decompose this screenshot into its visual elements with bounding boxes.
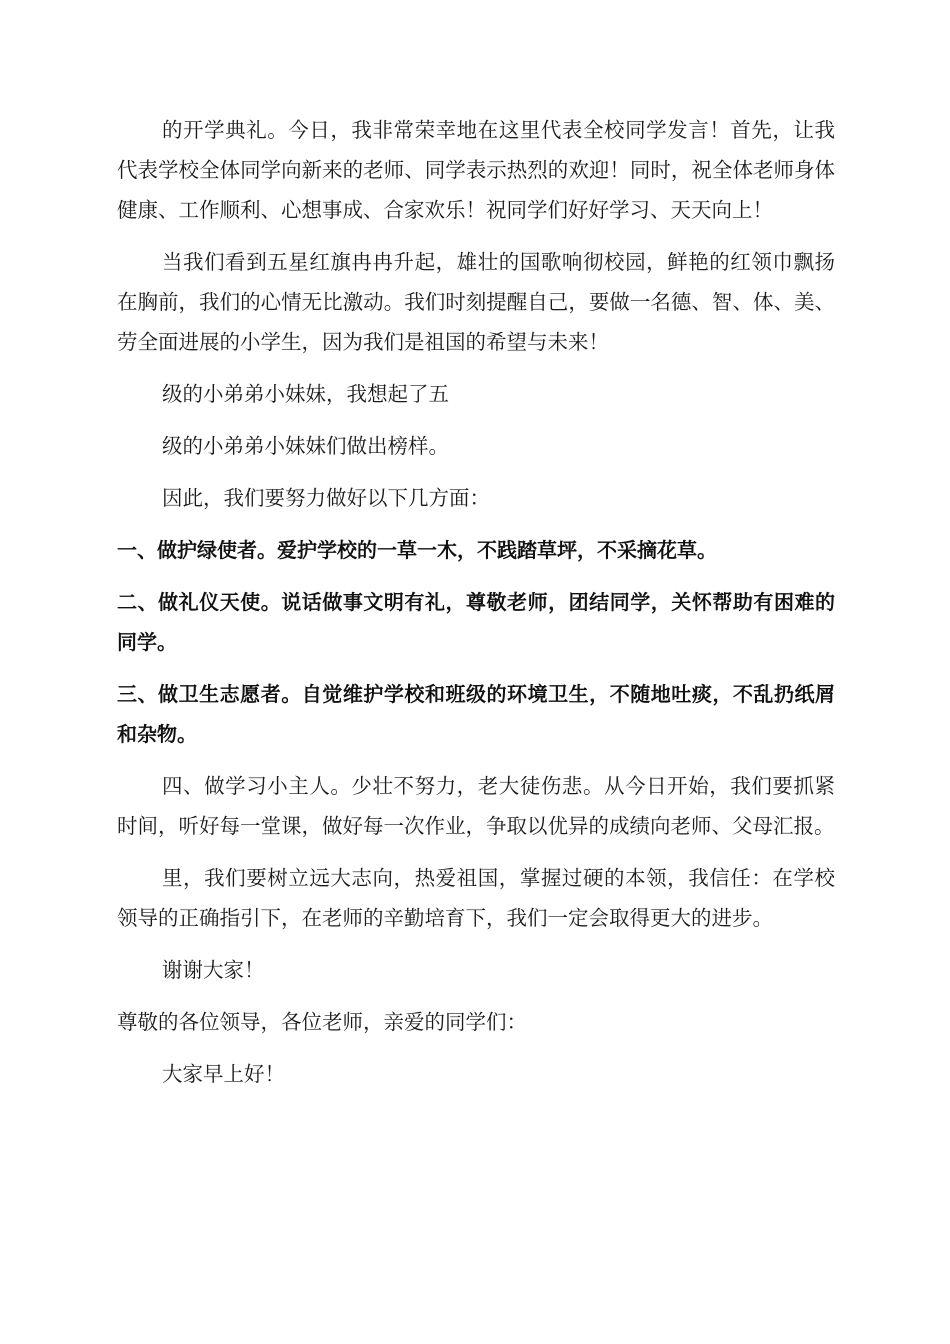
paragraph-point-two: 二、做礼仪天使。说话做事文明有礼，尊敬老师，团结同学，关怀帮助有困难的同学。 xyxy=(117,590,835,654)
paragraph-younger-students-2: 级的小弟弟小妹妹们做出榜样。 xyxy=(162,434,449,458)
paragraph-point-three: 三、做卫生志愿者。自觉维护学校和班级的环境卫生，不随地吐痰，不乱扔纸屑和杂物。 xyxy=(117,682,835,746)
paragraph-aspiration: 里，我们要树立远大志向，热爱祖国，掌握过硬的本领，我信任：在学校领导的正确指引下，在老师的辛勤培育下，我们一定会取得更大的进步。 xyxy=(117,866,835,930)
paragraph-greeting: 大家早上好！ xyxy=(162,1062,285,1086)
paragraph-opening-ceremony: 的开学典礼。今日，我非常荣幸地在这里代表全校同学发言！首先，让我代表学校全体同学向新来的老师、同学表示热烈的欢迎！同时，祝全体老师身体健康、工作顺利、心想事成、合家欢乐！祝同学们好好学习、天天向上！ xyxy=(117,118,835,222)
paragraph-point-one: 一、做护绿使者。爱护学校的一草一木，不践踏草坪，不采摘花草。 xyxy=(117,538,717,562)
document-body xyxy=(117,110,835,1094)
paragraph-thanks: 谢谢大家！ xyxy=(162,958,265,982)
paragraph-therefore: 因此，我们要努力做好以下几方面： xyxy=(162,486,490,510)
paragraph-salutation: 尊敬的各位领导，各位老师，亲爱的同学们： xyxy=(117,1010,527,1034)
paragraph-flag-raising: 当我们看到五星红旗冉冉升起，雄壮的国歌响彻校园，鲜艳的红领巾飘扬在胸前，我们的心情无比激动。我们时刻提醒自己，要做一名德、智、体、美、劳全面进展的小学生，因为我们是祖国的希望与未来！ xyxy=(117,250,835,354)
paragraph-younger-students-1: 级的小弟弟小妹妹，我想起了五 xyxy=(162,382,449,406)
paragraph-point-four: 四、做学习小主人。少壮不努力，老大徒伤悲。从今日开始，我们要抓紧时间，听好每一堂课，做好每一次作业，争取以优异的成绩向老师、父母汇报。 xyxy=(117,774,835,838)
